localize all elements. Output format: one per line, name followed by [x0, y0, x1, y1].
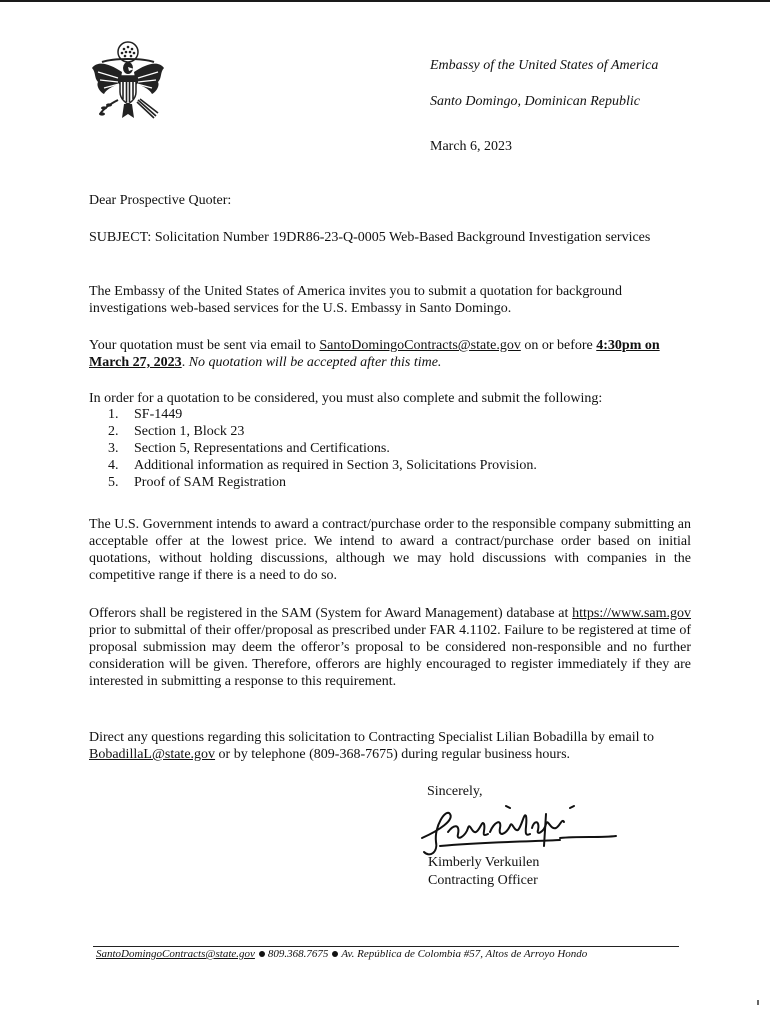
- list-item: 1. SF-1449: [108, 407, 183, 422]
- embassy-address-block: [430, 48, 658, 120]
- great-seal-eagle-icon: [88, 38, 168, 128]
- bullet-icon: [259, 951, 265, 957]
- bullet-icon: [332, 951, 338, 957]
- sam-gov-link[interactable]: https://www.sam.gov: [572, 606, 691, 621]
- footer-phone: 809.368.7675: [267, 948, 329, 960]
- list-item: 4. Additional information as required in Section 3, Solicitations Provision.: [108, 458, 537, 473]
- embassy-name: Embassy of the United States of America: [430, 58, 659, 73]
- invitation-paragraph: The Embassy of the United States of America invites you to submit a quotation for background investigations web-based services for the U.S. Embassy in Santo Domingo.: [89, 284, 623, 316]
- requirements-intro: In order for a quotation to be considered, you must also complete and submit the following:: [89, 391, 603, 406]
- footer-contact-line: [96, 948, 587, 960]
- submission-email-link[interactable]: SantoDomingoContracts@state.gov: [319, 338, 521, 353]
- requirements-list: [108, 406, 537, 491]
- sam-prefix: Offerors shall be registered in the SAM (System for Award Management) database at: [89, 606, 573, 621]
- footer-divider: [93, 946, 679, 947]
- embassy-location: Santo Domingo, Dominican Republic: [430, 94, 640, 109]
- contact-prefix: Direct any questions regarding this solicitation to Contracting Specialist Lilian Bobadilla by email to: [89, 730, 654, 745]
- salutation: Dear Prospective Quoter:: [89, 193, 232, 208]
- deadline-prefix: Your quotation must be sent via email to: [89, 338, 320, 353]
- top-border-line: [0, 0, 770, 2]
- subject-line: SUBJECT: Solicitation Number 19DR86-23-Q-0005 Web-Based Background Investigation services: [89, 230, 651, 245]
- signer-title: Contracting Officer: [428, 873, 538, 888]
- deadline-paragraph: [89, 337, 691, 371]
- sam-paragraph: [89, 605, 691, 690]
- scan-mark: [757, 1000, 759, 1005]
- deadline-datetime: 4:30pm on March 27, 2023: [89, 338, 660, 370]
- footer-email-link[interactable]: SantoDomingoContracts@state.gov: [96, 948, 255, 960]
- list-item: 2. Section 1, Block 23: [108, 424, 245, 439]
- signer-name: Kimberly Verkuilen: [428, 855, 540, 870]
- deadline-middle: on or before: [520, 338, 597, 353]
- contact-paragraph: [89, 729, 691, 763]
- signer-block: [428, 854, 539, 890]
- list-item: 5. Proof of SAM Registration: [108, 475, 287, 490]
- letter-date: March 6, 2023: [430, 139, 513, 154]
- footer-address: Av. República de Colombia #57, Altos de Arroyo Hondo: [341, 948, 588, 960]
- closing: Sincerely,: [427, 784, 483, 799]
- contact-email-link[interactable]: BobadillaL@state.gov: [89, 747, 216, 762]
- sam-suffix: prior to submittal of their offer/proposal as prescribed under FAR 4.1102. Failure to be registered at time of proposal submission may deem the offeror’s proposal to be considered non-responsible and no further consideration will be given. Therefore, offerors are highly encouraged to register immediately if they are interested in submitting a response to this requirement.: [89, 623, 691, 689]
- deadline-suffix: .: [181, 355, 189, 370]
- deadline-note: No quotation will be accepted after this time.: [188, 355, 442, 370]
- contact-suffix: or by telephone (809-368-7675) during regular business hours.: [215, 747, 571, 762]
- award-paragraph: The U.S. Government intends to award a contract/purchase order to the responsible company submitting an acceptable offer at the lowest price. We intend to award a contract/purchase order based on initial quotations, without holding discussions, although we may hold discussions with companies in the competitive range if there is a need to do so.: [89, 517, 691, 583]
- list-item: 3. Section 5, Representations and Certifications.: [108, 441, 390, 456]
